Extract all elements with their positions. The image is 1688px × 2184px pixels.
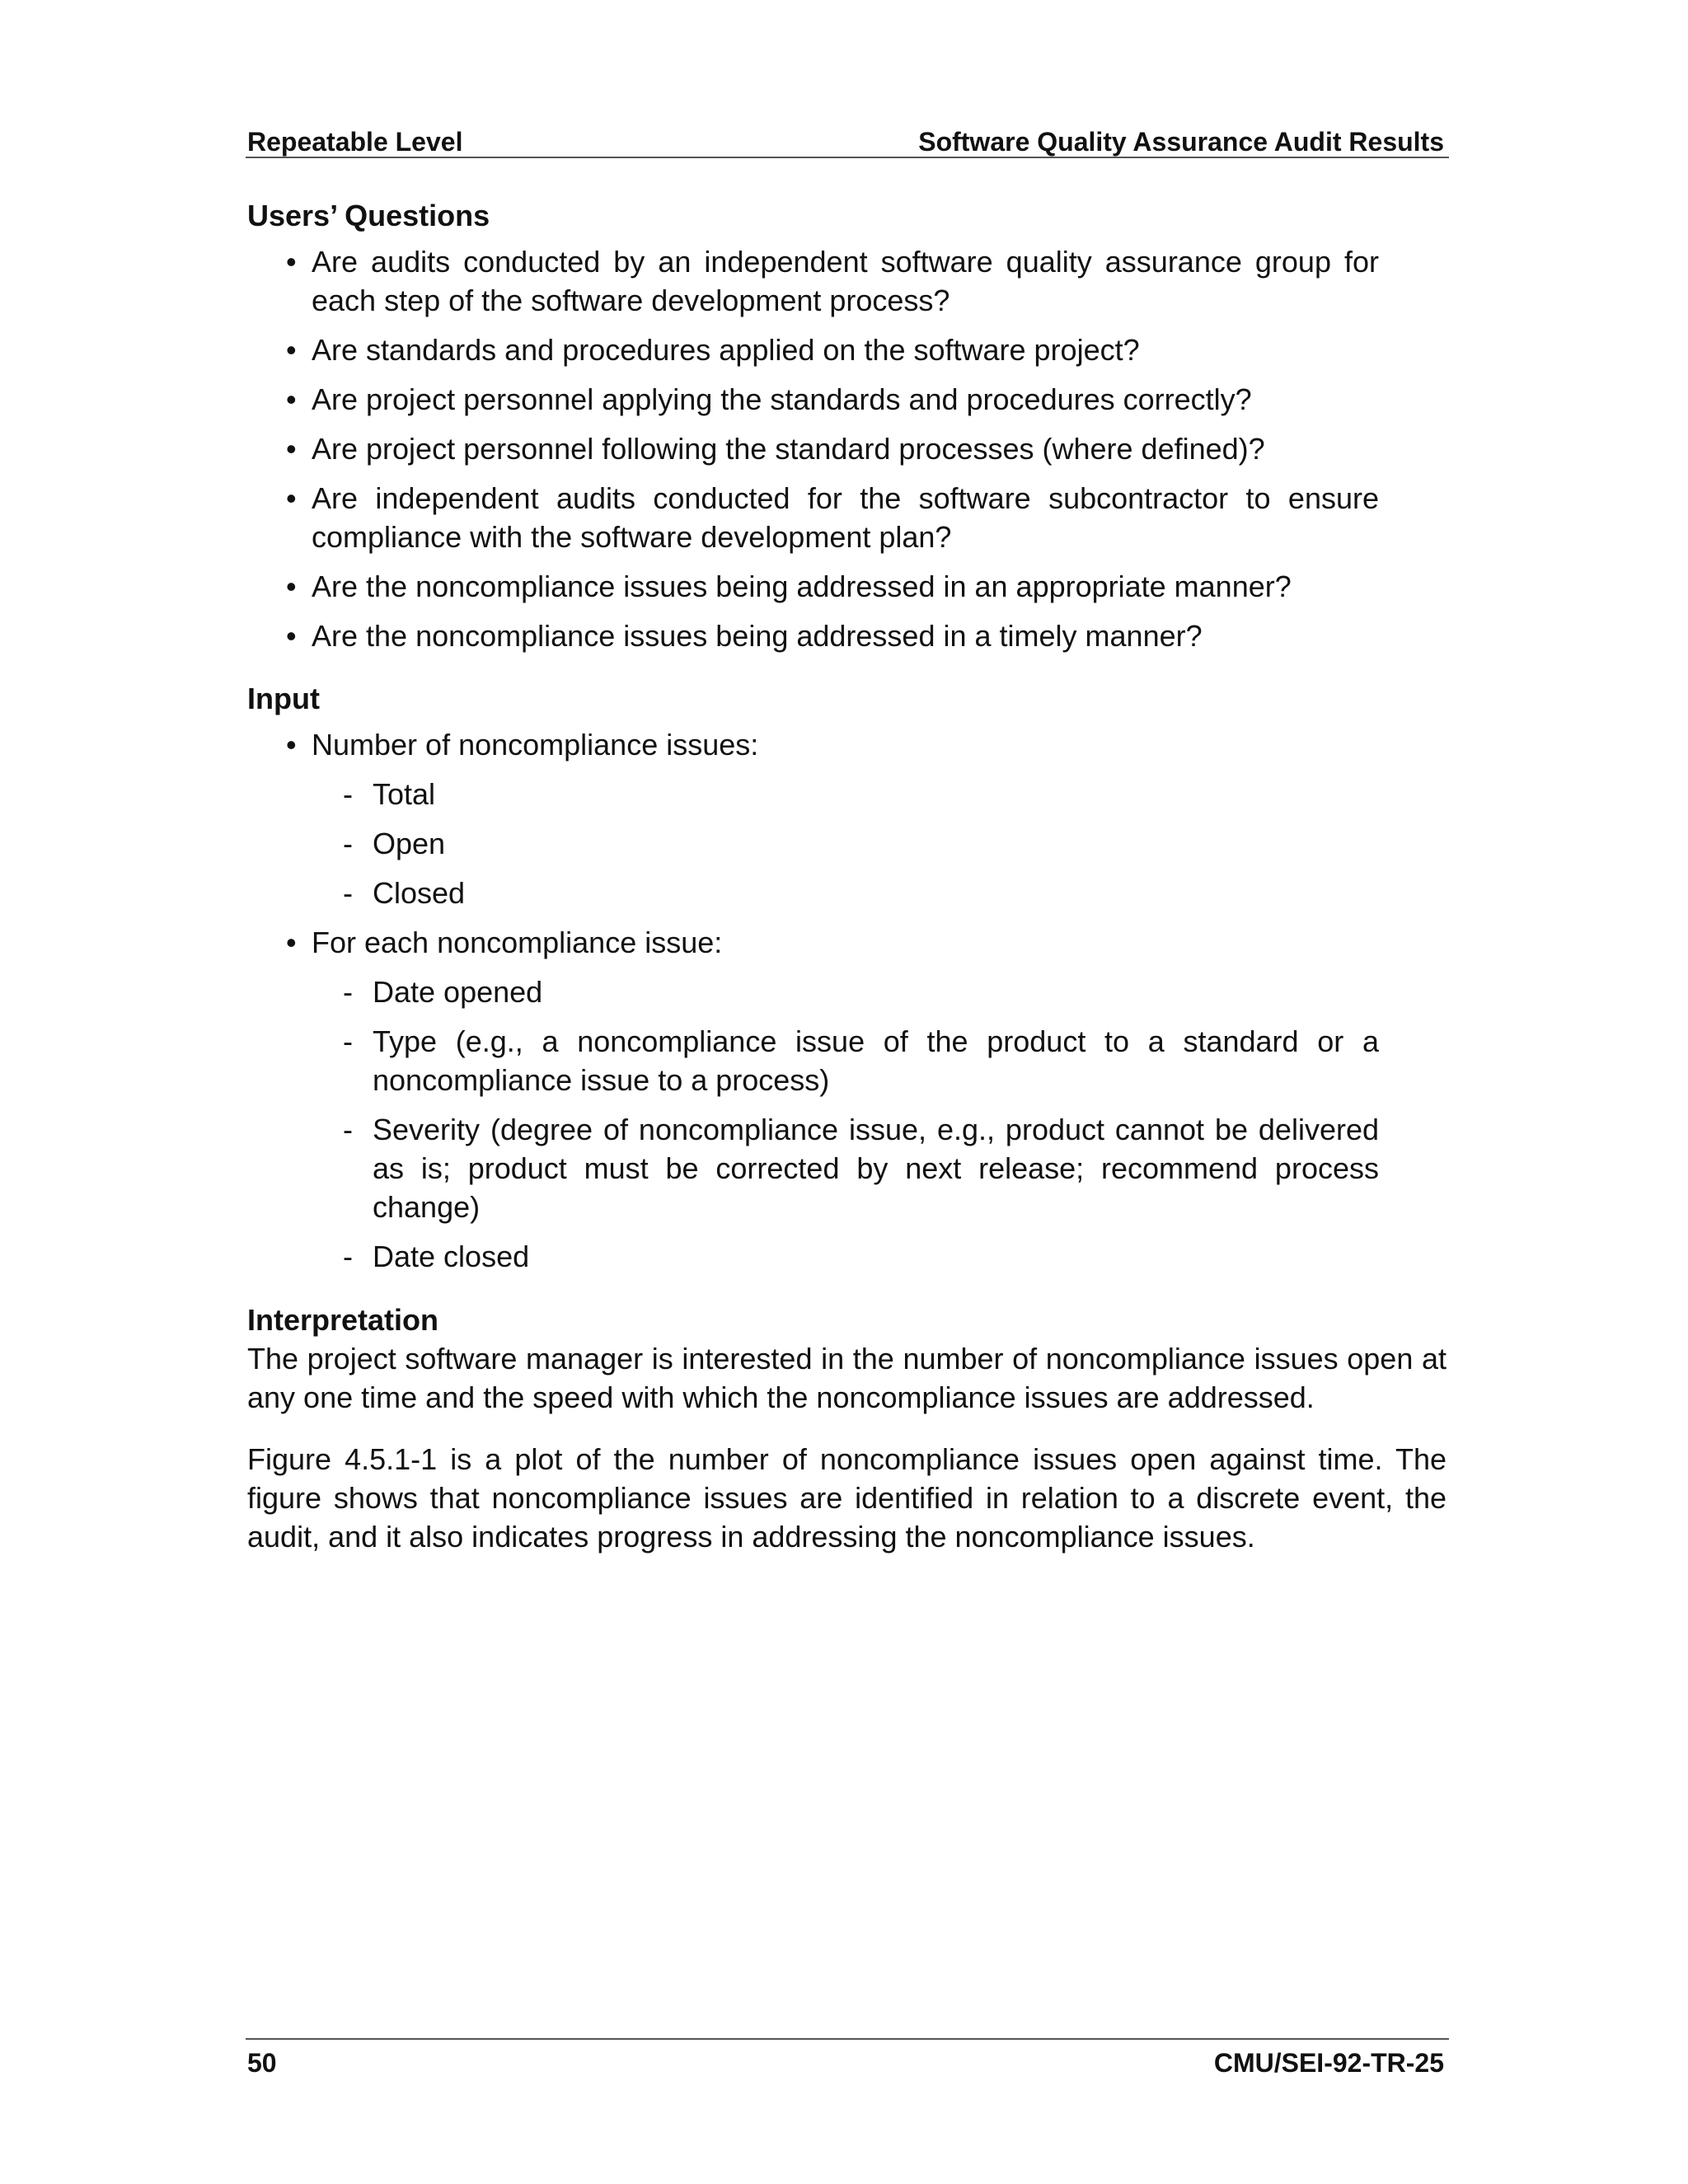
sublist-item: - Total	[373, 775, 1379, 813]
sublist-item: - Type (e.g., a noncompliance issue of the product to a standard or a noncompliance issue to a process)	[373, 1022, 1379, 1099]
list-item	[312, 725, 1379, 912]
list-item: • Are the noncompliance issues being addressed in a timely manner?	[312, 616, 1379, 655]
list-item	[312, 923, 1379, 1276]
input-sublist	[312, 775, 1379, 912]
header-section-title: Repeatable Level	[247, 127, 463, 157]
page-content	[247, 196, 1447, 1579]
header-chapter-title: Software Quality Assurance Audit Results	[918, 127, 1444, 157]
interpretation-heading: Interpretation	[247, 1303, 439, 1337]
input-list	[247, 725, 1379, 1276]
sublist-item: - Open	[373, 824, 1379, 863]
list-item: • Are the noncompliance issues being addressed in an appropriate manner?	[312, 567, 1379, 606]
list-item: • Are audits conducted by an independent software quality assurance group for each step of the software development process?	[312, 242, 1379, 320]
list-item: • Are project personnel applying the standards and procedures correctly?	[312, 380, 1379, 419]
interpretation-paragraph: The project software manager is interested in the number of noncompliance issues open at any one time and the speed with which the noncompliance issues are addressed.	[247, 1342, 1447, 1414]
list-item: • Are project personnel following the standard processes (where defined)?	[312, 429, 1379, 468]
list-item: • Are independent audits conducted for the software subcontractor to ensure compliance with the software development plan?	[312, 479, 1379, 556]
users-questions-heading: Users’ Questions	[247, 199, 490, 232]
interpretation-paragraph: Figure 4.5.1-1 is a plot of the number of noncompliance issues open against time. The figure shows that noncompliance issues are identified in relation to a discrete event, the audit, and it also indicates progress in addressing the noncompliance issues.	[247, 1442, 1447, 1554]
input-sublist	[312, 972, 1379, 1276]
report-id: CMU/SEI-92-TR-25	[1213, 2048, 1444, 2078]
sublist-item: - Date opened	[373, 972, 1379, 1011]
page-footer	[246, 2038, 1449, 2078]
sublist-item: - Severity (degree of noncompliance issue, e.g., product cannot be delivered as is; product must be corrected by next release; recommend process change)	[373, 1110, 1379, 1226]
page-number: 50	[247, 2048, 277, 2078]
users-questions-list	[247, 242, 1379, 655]
input-heading: Input	[247, 682, 320, 715]
sublist-item: - Closed	[373, 874, 1379, 912]
input-item-label: For each noncompliance issue:	[312, 926, 723, 959]
page-header	[246, 124, 1449, 158]
sublist-item: - Date closed	[373, 1237, 1379, 1276]
list-item: • Are standards and procedures applied on the software project?	[312, 330, 1379, 369]
input-item-label: Number of noncompliance issues:	[312, 728, 759, 762]
